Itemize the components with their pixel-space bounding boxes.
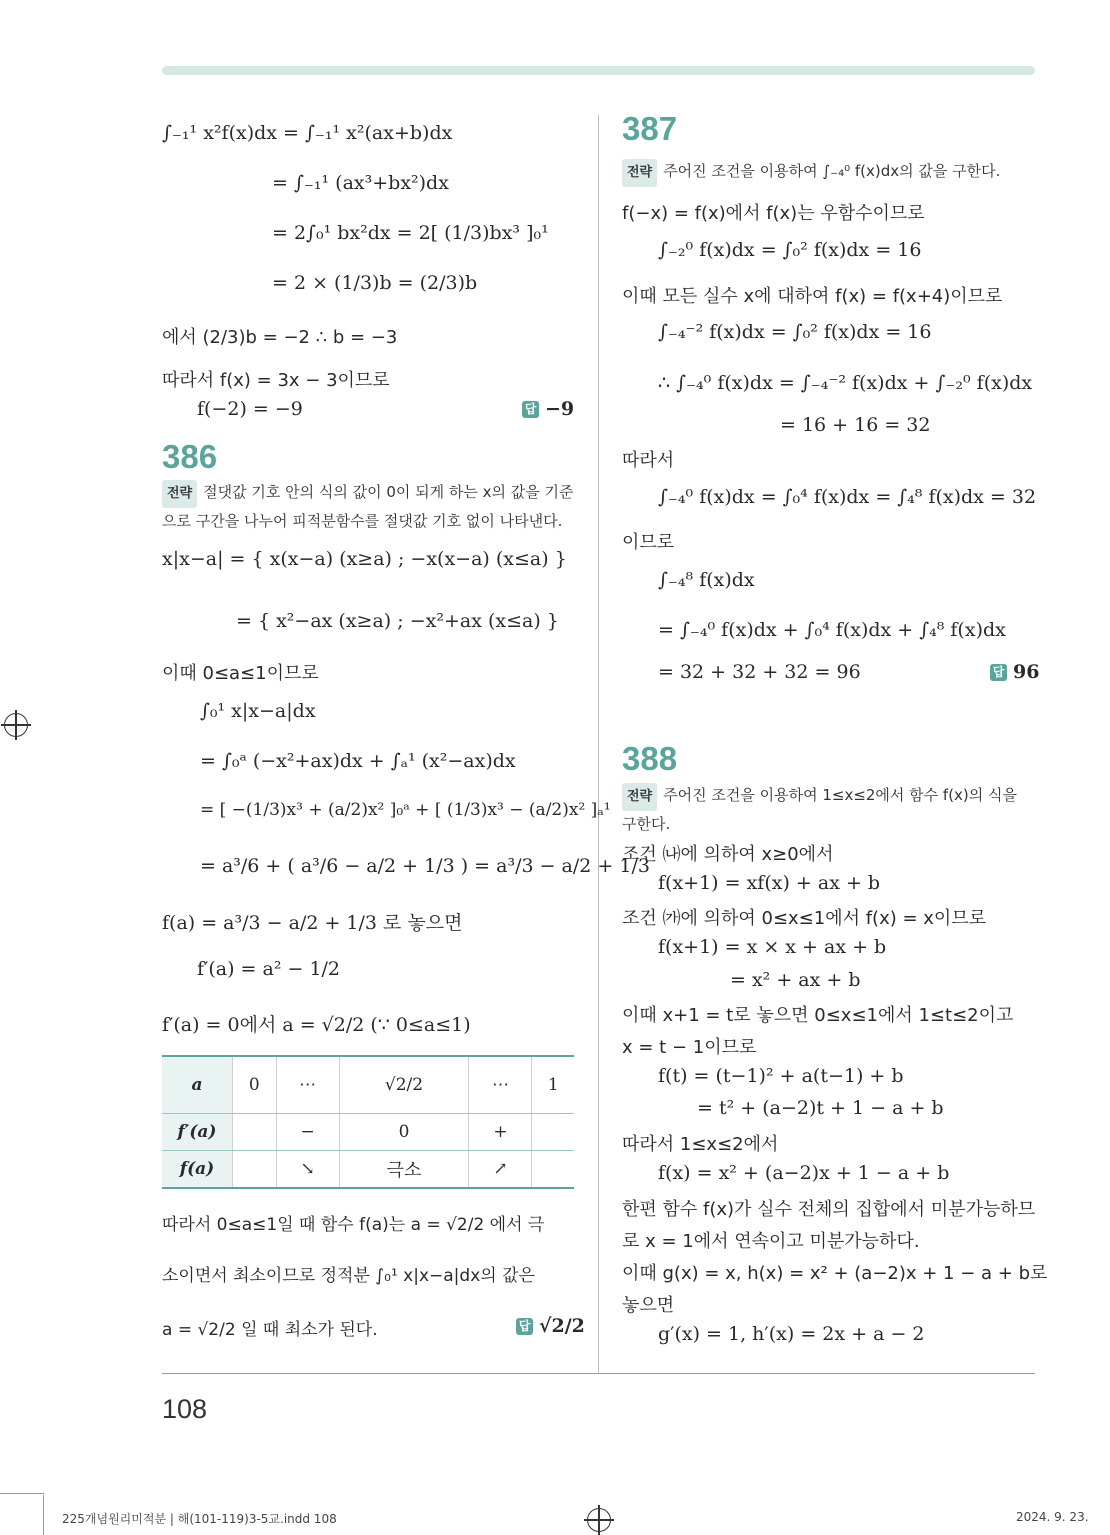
table-cell (233, 1114, 277, 1151)
table-cell: ⋯ (276, 1056, 339, 1114)
table-cell: ⋯ (469, 1056, 532, 1114)
page-number: 108 (162, 1394, 208, 1424)
eq-385-6: 따라서 f(x) = 3x − 3이므로 (162, 370, 390, 391)
table-cell (532, 1151, 574, 1189)
eq-386-4: ∫₀¹ x|x−a|dx (200, 700, 316, 722)
conclusion-386-3: a = √2/2 일 때 최소가 된다. (162, 1320, 378, 1340)
eq-385-5: 에서 (2/3)b = −2 ∴ b = −3 (162, 327, 398, 348)
eq-385-3: = 2∫₀¹ bx²dx = 2[ (1/3)bx³ ]₀¹ (272, 222, 549, 244)
table-cell: a (162, 1056, 233, 1114)
header-bar (162, 66, 1035, 75)
eq-388-11: f(x) = x² + (a−2)x + 1 − a + b (658, 1162, 950, 1184)
eq-388-5: = x² + ax + b (730, 969, 861, 991)
eq-386-8: f(a) = a³/3 − a/2 + 1/3 로 놓으면 (162, 912, 463, 934)
eq-388-4: f(x+1) = x × x + ax + b (658, 936, 887, 958)
eq-385-2: = ∫₋₁¹ (ax³+bx²)dx (272, 172, 449, 194)
table-cell: √2/2 (339, 1056, 469, 1114)
answer-label-icon: 답 (516, 1318, 533, 1335)
eq-388-12: 한편 함수 f(x)가 실수 전체의 집합에서 미분가능하므 (622, 1199, 1036, 1220)
eq-388-13: 로 x = 1에서 연속이고 미분가능하다. (622, 1231, 920, 1252)
strategy-387: 전략 주어진 조건을 이용하여 ∫₋₄⁰ f(x)dx의 값을 구한다. (622, 158, 1036, 187)
answer-385: 답 −9 (522, 398, 574, 420)
crop-mark (43, 1495, 44, 1535)
eq-388-3: 조건 ㈎에 의하여 0≤x≤1에서 f(x) = x이므로 (622, 908, 987, 929)
table-cell: 0 (233, 1056, 277, 1114)
crop-mark (0, 1493, 44, 1494)
eq-387-2: ∫₋₂⁰ f(x)dx = ∫₀² f(x)dx = 16 (658, 239, 922, 261)
eq-388-6: 이때 x+1 = t로 놓으면 0≤x≤1에서 1≤t≤2이고 (622, 1005, 1014, 1026)
table-cell: ↗ (469, 1151, 532, 1189)
problem-number-388: 388 (622, 740, 678, 777)
table-cell: + (469, 1114, 532, 1151)
table-cell: 1 (532, 1056, 574, 1114)
table-cell: f′(a) (162, 1114, 233, 1151)
eq-385-1: ∫₋₁¹ x²f(x)dx = ∫₋₁¹ x²(ax+b)dx (162, 122, 453, 144)
table-cell: − (276, 1114, 339, 1151)
eq-387-3: 이때 모든 실수 x에 대하여 f(x) = f(x+4)이므로 (622, 286, 1003, 307)
eq-386-7: = a³/6 + ( a³/6 − a/2 + 1/3 ) = a³/3 − a/2 + 1/3 (200, 855, 650, 877)
strategy-386: 전략 절댓값 기호 안의 식의 값이 0이 되게 하는 x의 값을 기준으로 구간을 나누어 피적분함수를 절댓값 기호 없이 나타낸다. (162, 479, 576, 534)
registration-mark-icon (587, 1508, 611, 1532)
table-cell: 극소 (339, 1151, 469, 1189)
table-cell (532, 1114, 574, 1151)
eq-386-5: = ∫₀ᵃ (−x²+ax)dx + ∫ₐ¹ (x²−ax)dx (200, 750, 516, 772)
conclusion-386-1: 따라서 0≤a≤1일 때 함수 f(a)는 a = √2/2 에서 극 (162, 1215, 545, 1235)
problem-number-386: 386 (162, 438, 218, 475)
eq-386-6: = [ −(1/3)x³ + (a/2)x² ]₀ᵃ + [ (1/3)x³ − (a/2)x² ]ₐ¹ (200, 800, 611, 820)
bottom-rule (162, 1373, 1035, 1374)
table-cell: f(a) (162, 1151, 233, 1189)
eq-385-4: = 2 × (1/3)b = (2/3)b (272, 272, 478, 294)
eq-386-2: = { x²−ax (x≥a) ; −x²+ax (x≤a) } (236, 610, 559, 632)
eq-388-8: f(t) = (t−1)² + a(t−1) + b (658, 1065, 904, 1087)
eq-386-10: f′(a) = 0에서 a = √2/2 (∵ 0≤a≤1) (162, 1014, 471, 1036)
registration-mark-icon (4, 713, 28, 737)
sign-table (162, 1055, 574, 1189)
eq-386-9: f′(a) = a² − 1/2 (197, 958, 341, 980)
eq-386-3: 이때 0≤a≤1이므로 (162, 663, 319, 684)
eq-388-14: 이때 g(x) = x, h(x) = x² + (a−2)x + 1 − a + b로 (622, 1263, 1048, 1284)
footer-file: 225개념원리미적분 | 해(101-119)3-5교.indd 108 (62, 1512, 337, 1526)
eq-388-9: = t² + (a−2)t + 1 − a + b (697, 1097, 944, 1119)
eq-388-2: f(x+1) = xf(x) + ax + b (658, 872, 881, 894)
eq-388-1: 조건 ㈏에 의하여 x≥0에서 (622, 844, 834, 865)
eq-387-4: ∫₋₄⁻² f(x)dx = ∫₀² f(x)dx = 16 (658, 321, 932, 343)
answer-386: 답 √2/2 (516, 1315, 585, 1337)
eq-388-15: 놓으면 (622, 1295, 675, 1316)
eq-387-9: 이므로 (622, 532, 675, 553)
eq-387-5: ∴ ∫₋₄⁰ f(x)dx = ∫₋₄⁻² f(x)dx + ∫₋₂⁰ f(x)dx (658, 372, 1033, 394)
answer-label-icon: 답 (990, 664, 1007, 681)
answer-label-icon: 답 (522, 401, 539, 418)
table-cell (233, 1151, 277, 1189)
eq-387-1: f(−x) = f(x)에서 f(x)는 우함수이므로 (622, 203, 925, 224)
eq-387-12: = 32 + 32 + 32 = 96 (658, 661, 861, 683)
table-cell: ↘ (276, 1151, 339, 1189)
problem-number-387: 387 (622, 110, 678, 147)
eq-387-10: ∫₋₄⁸ f(x)dx (658, 569, 755, 591)
eq-388-7: x = t − 1이므로 (622, 1037, 757, 1058)
eq-387-6: = 16 + 16 = 32 (780, 414, 931, 436)
eq-388-16: g′(x) = 1, h′(x) = 2x + a − 2 (658, 1323, 925, 1345)
table-cell: 0 (339, 1114, 469, 1151)
eq-385-7: f(−2) = −9 (197, 398, 303, 420)
answer-387: 답 96 (990, 661, 1039, 683)
eq-386-1: x|x−a| = { x(x−a) (x≥a) ; −x(x−a) (x≤a) } (162, 548, 567, 570)
footer-date: 2024. 9. 23. (1016, 1510, 1089, 1524)
column-divider (598, 115, 599, 1373)
strategy-388: 전략 주어진 조건을 이용하여 1≤x≤2에서 함수 f(x)의 식을 구한다. (622, 782, 1036, 837)
eq-388-10: 따라서 1≤x≤2에서 (622, 1134, 779, 1155)
eq-387-7: 따라서 (622, 450, 675, 471)
conclusion-386-2: 소이면서 최소이므로 정적분 ∫₀¹ x|x−a|dx의 값은 (162, 1266, 535, 1286)
eq-387-11: = ∫₋₄⁰ f(x)dx + ∫₀⁴ f(x)dx + ∫₄⁸ f(x)dx (658, 619, 1006, 641)
eq-387-8: ∫₋₄⁰ f(x)dx = ∫₀⁴ f(x)dx = ∫₄⁸ f(x)dx = 32 (658, 486, 1037, 508)
